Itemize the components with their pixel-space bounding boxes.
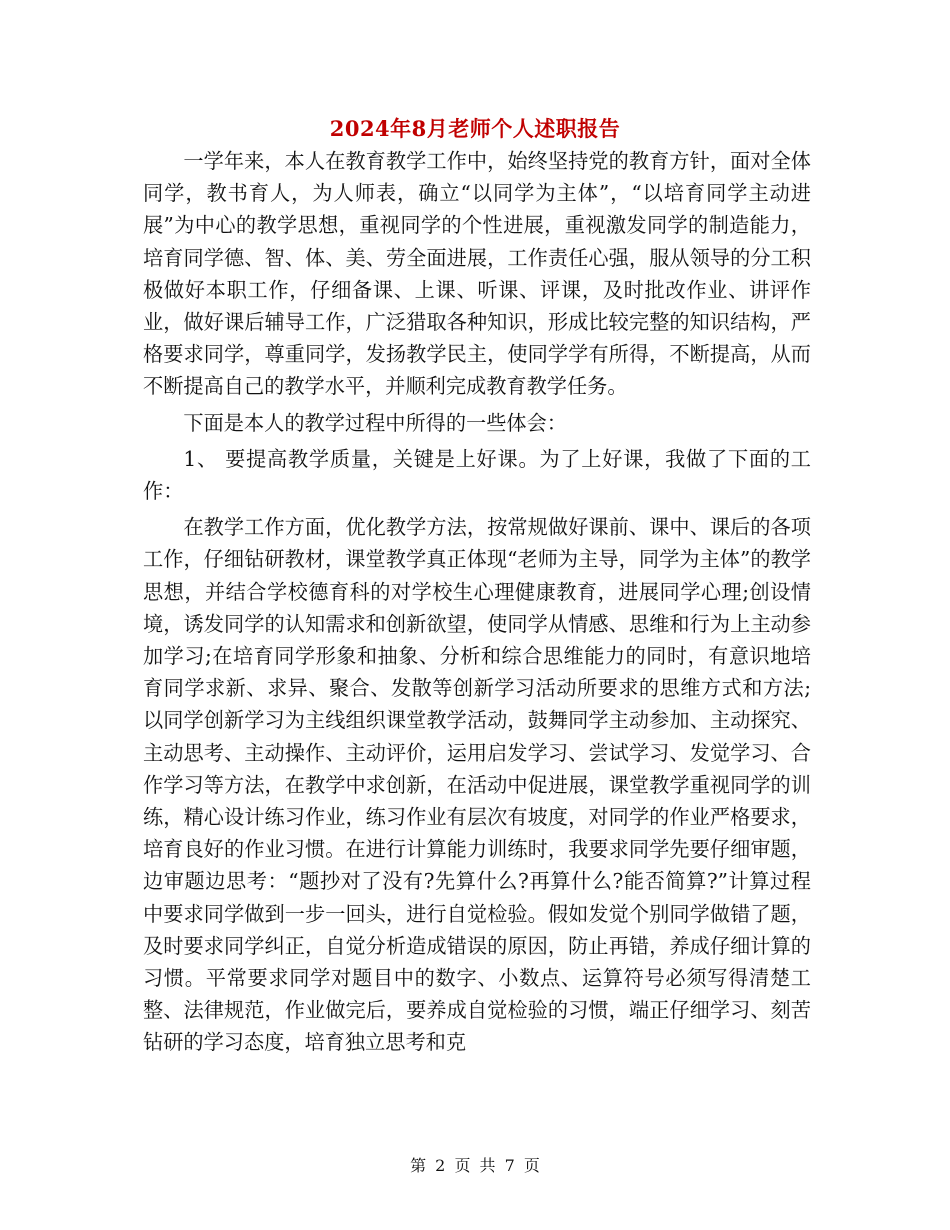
document-title: 2024年8月老师个人述职报告	[329, 116, 621, 141]
page-footer: 第 2 页 共 7 页	[410, 1156, 540, 1175]
paragraph-intro: 一学年来，本人在教育教学工作中，始终坚持党的教育方针，面对全体同学，教书育人，为人师表，确立“以同学为主体”，“以培育同学主动进展”为中心的教学思想，重视同学的个性进展，重视激发同学的制造能力，培育同学德、智、体、美、劳全面进展，工作责任心强，服从领导的分工积极做好本职工作，仔细备课、上课、听课、评课，及时批改作业、讲评作业，做好课后辅导工作，广泛猎取各种知识，形成比较完整的知识结构，严格要求同学，尊重同学，发扬教学民主，使同学学有所得，不断提高，从而不断提高自己的教学水平，并顺利完成教育教学任务。	[143, 149, 811, 399]
document-body	[143, 145, 811, 1059]
paragraph-lead-in: 下面是本人的教学过程中所得的一些体会：	[183, 410, 567, 435]
paragraph-teaching-methods: 在教学工作方面，优化教学方法，按常规做好课前、课中、课后的各项工作，仔细钻研教材，课堂教学真正体现“老师为主导，同学为主体”的教学思想，并结合学校德育科的对学校生心理健康教育，进展同学心理;创设情境，诱发同学的认知需求和创新欲望，使同学从情感、思维和行为上主动参加学习;在培育同学形象和抽象、分析和综合思维能力的同时，有意识地培育同学求新、求异、聚合、发散等创新学习活动所要求的思维方式和方法;以同学创新学习为主线组织课堂教学活动，鼓舞同学主动参加、主动探究、主动思考、主动操作、主动评价，运用启发学习、尝试学习、发觉学习、合作学习等方法，在教学中求创新，在活动中促进展，课堂教学重视同学的训练，精心设计练习作业，练习作业有层次有坡度，对同学的作业严格要求，培育良好的作业习惯。在进行计算能力训练时，我要求同学先要仔细审题，边审题边思考：“题抄对了没有?先算什么?再算什么?能否简算?”计算过程中要求同学做到一步一回头，进行自觉检验。假如发觉个别同学做错了题，及时要求同学纠正，自觉分析造成错误的原因，防止再错，养成仔细计算的习惯。平常要求同学对题目中的数字、小数点、运算符号必须写得清楚工整、法律规范，作业做完后，要养成自觉检验的习惯，端正仔细学习、刻苦钻研的学习态度，培育独立思考和克	[143, 515, 811, 1055]
paragraph-point-1: 1、 要提高教学质量，关键是上好课。为了上好课，我做了下面的工作：	[143, 446, 811, 504]
